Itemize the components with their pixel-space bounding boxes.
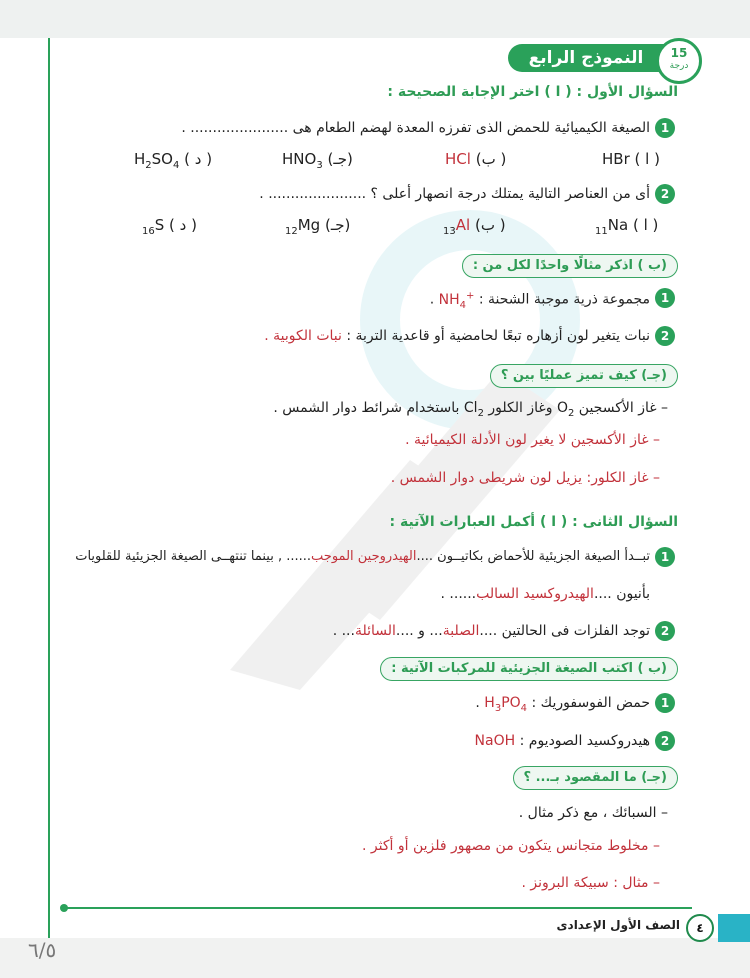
bottom-rule-dot	[60, 904, 68, 912]
page-bottom-margin	[0, 938, 750, 978]
q1-item2-choice-a: $_{11}$Na ( ا )	[595, 216, 659, 237]
q2-b-item2-line: هيدروكسيد الصوديوم : NaOH	[474, 733, 650, 749]
page-number: ٤	[686, 914, 714, 942]
q2-item2-number: 2	[655, 621, 675, 641]
q1-b-item2-line: نبات يتغير لون أزهاره تبعًا لحامضية أو قاعدية التربة : نبات الكوبية .	[264, 328, 650, 344]
q1-b-item1-number: 1	[655, 288, 675, 308]
q1-item1-number: 1	[655, 118, 675, 138]
q1-item1-choice-b: HCl (ب )	[445, 150, 507, 168]
q1-part-c-heading: (جـ) كيف تميز عمليًا بين ؟	[490, 364, 678, 388]
q2-item1-number: 1	[655, 547, 675, 567]
q2-b-item1-number: 1	[655, 693, 675, 713]
handwritten-note: ٦/٥	[28, 938, 57, 962]
q2-b-item2-number: 2	[655, 731, 675, 751]
q1-item1-text: الصيغة الكيميائية للحمض الذى تفرزه المعدة لهضم الطعام هى ...................... .	[181, 120, 650, 136]
q1-b-item2-number: 2	[655, 326, 675, 346]
model-title: النموذج الرابع	[508, 44, 664, 72]
q2-c-answer-1: – مخلوط متجانس يتكون من مصهور فلزين أو أكثر .	[362, 838, 660, 854]
q1-item2-text: أى من العناصر التالية يمتلك درجة انصهار أعلى ؟ ...................... .	[259, 186, 650, 202]
q2-c-answer-2: – مثال : سبيكة البرونز .	[521, 875, 660, 891]
q2-part-b-heading: (ب ) اكتب الصيغة الجزيئية للمركبات الآتية :	[380, 657, 678, 681]
q1-heading: السؤال الأول : ( ا ) اختر الإجابة الصحيحة :	[387, 84, 678, 100]
q2-b-item1-line: حمض الفوسفوريك : $H_3PO_4$ .	[475, 695, 650, 714]
q2-item2-line: توجد الفلزات فى الحالتين ....الصلبة... و ....السائلة... .	[332, 623, 650, 639]
q1-item2-number: 2	[655, 184, 675, 204]
q1-part-b-heading: (ب ) اذكر مثالًا واحدًا لكل من :	[462, 254, 678, 278]
q1-c-answer-2: – غاز الكلور: يزيل لون شريطى دوار الشمس .	[390, 470, 660, 486]
footer-tab	[718, 914, 750, 942]
q1-item2-choice-b: $_{13}$Al (ب )	[443, 216, 506, 237]
q2-part-c-heading: (جـ) ما المقصود بـ... ؟	[513, 766, 678, 790]
score-number: 15	[670, 46, 688, 60]
nh4-formula: $NH_4^+$	[438, 290, 475, 311]
q2-c-question: – السبائك ، مع ذكر مثال .	[518, 805, 668, 821]
q1-c-question: – غاز الأكسجين $O_2$ وغاز الكلور $Cl_2$ باستخدام شرائط دوار الشمس .	[273, 400, 668, 419]
bottom-rule	[62, 907, 692, 909]
score-badge	[656, 38, 702, 84]
q2-item1-line2: بأنيون ....الهيدروكسيد السالب...... .	[440, 586, 650, 602]
h3po4-formula: $H_3PO_4$	[484, 695, 528, 714]
score-label: درجة	[669, 61, 689, 71]
q1-item1-choice-c: $HNO_3$ (جـ)	[282, 150, 353, 171]
q1-b-item1-line: مجموعة ذرية موجبة الشحنة : $NH_4^+$ .	[429, 290, 650, 311]
q1-item1-choice-d: $H_2SO_4$ ( د )	[134, 150, 213, 171]
top-band	[0, 0, 750, 38]
q1-c-answer-1: – غاز الأكسجين لا يغير لون الأدلة الكيميائية .	[405, 432, 660, 448]
q1-item1-choice-a: HBr ( ا )	[602, 150, 660, 168]
q2-heading: السؤال الثانى : ( ا ) أكمل العبارات الآتية :	[389, 514, 678, 530]
q1-item2-choice-c: $_{12}$Mg (جـ)	[285, 216, 351, 237]
q1-item2-choice-d: $_{16}$S ( د )	[142, 216, 197, 237]
grade-label: الصف الأول الإعدادى	[556, 918, 680, 932]
q2-item1-line1: تبــدأ الصيغة الجزيئية للأحماض بكاتيــون ....الهيدروجين الموجب...... , بينما تنتهــى الصيغة الجزيئية للقلويات	[75, 549, 650, 564]
